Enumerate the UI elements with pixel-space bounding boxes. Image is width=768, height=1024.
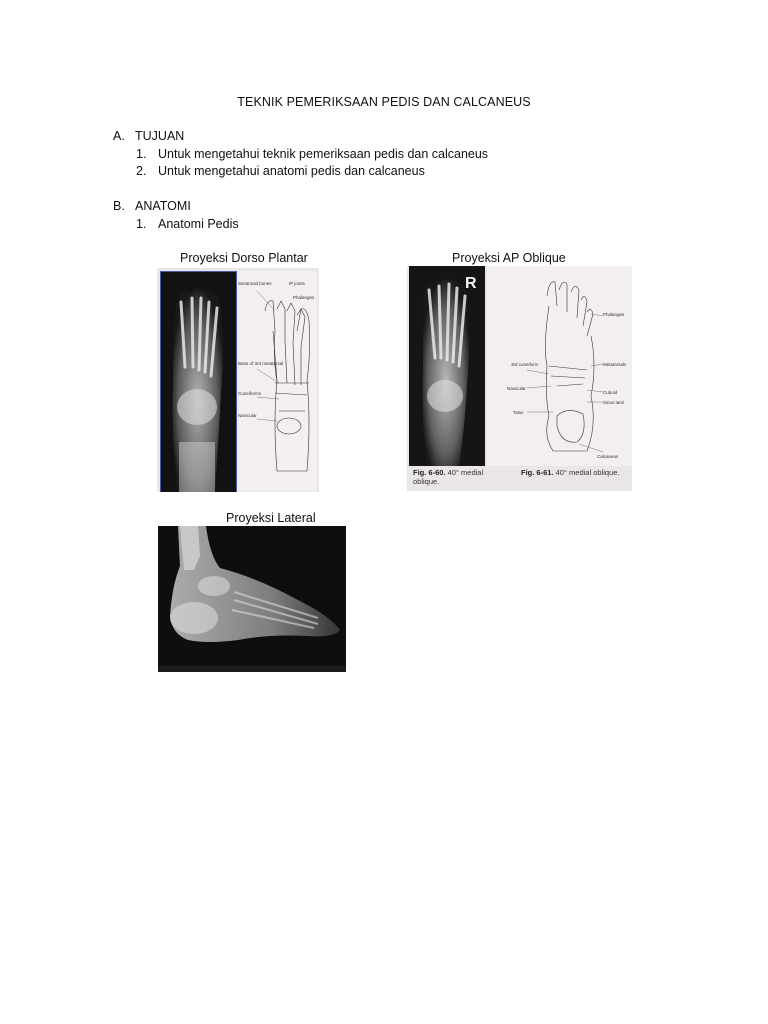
anatomy-diagram-dorso-plantar <box>237 271 317 491</box>
figure-caption-6-61 <box>521 468 631 477</box>
label-phalanges: Phalanges <box>293 295 315 300</box>
marker-r: R <box>465 275 477 292</box>
foot-xray-oblique-graphic <box>409 266 485 466</box>
list-item <box>136 147 536 163</box>
figure-lateral <box>158 526 346 672</box>
foot-line-drawing-dp <box>237 271 317 491</box>
xray-image-dorso-plantar <box>160 271 237 492</box>
label-phalanges: Phalanges <box>603 312 625 317</box>
label-talus: Talus <box>513 410 524 415</box>
list-item <box>136 217 536 233</box>
label-3rd-cuneiform: 3rd cuneiform <box>511 362 539 367</box>
fig-description: 40° medial oblique. <box>555 468 620 477</box>
label-metatarsals: Metatarsals <box>603 362 627 367</box>
section-title: ANATOMI <box>135 199 191 213</box>
label-navicular: Navicular <box>507 386 526 391</box>
page-title: TEKNIK PEMERIKSAAN PEDIS DAN CALCANEUS <box>237 95 531 109</box>
list-number: 1. <box>136 147 147 161</box>
foot-xray-dp-graphic <box>161 272 236 492</box>
anatomy-diagram-ap-oblique <box>487 266 632 466</box>
list-item <box>136 164 536 180</box>
label-sesamoid: Sesamoid bones <box>238 281 272 286</box>
figure-caption-6-60 <box>413 468 493 486</box>
label-base-3rd-metatarsal: Base of 3rd metatarsal <box>238 361 284 366</box>
xray-image-ap-oblique <box>409 266 485 466</box>
foot-xray-lateral-graphic <box>158 526 346 672</box>
section-title: TUJUAN <box>135 129 185 143</box>
section-b-heading <box>113 199 413 215</box>
label-calcaneus: Calcaneus <box>597 454 619 459</box>
fig-number: Fig. 6-61. <box>521 468 554 477</box>
fig-description: 40° medial oblique. <box>413 468 484 486</box>
list-number: 2. <box>136 164 147 178</box>
caption-lateral: Proyeksi Lateral <box>226 511 316 525</box>
label-cuboid: Cuboid <box>603 390 618 395</box>
figure-dorso-plantar <box>157 268 319 492</box>
caption-dorso-plantar: Proyeksi Dorso Plantar <box>180 251 308 265</box>
caption-ap-oblique: Proyeksi AP Oblique <box>452 251 566 265</box>
figure-ap-oblique <box>407 266 632 491</box>
list-text: Untuk mengetahui anatomi pedis dan calcaneus <box>158 164 425 178</box>
fig-number: Fig. 6-60. <box>413 468 446 477</box>
section-a-heading <box>113 129 413 145</box>
list-number: 1. <box>136 217 147 231</box>
foot-line-drawing-oblique <box>487 266 632 466</box>
section-letter: A. <box>113 129 125 143</box>
label-ip-joints: IP joints <box>289 281 305 286</box>
list-text: Untuk mengetahui teknik pemeriksaan pedis dan calcaneus <box>158 147 489 161</box>
label-sinus-tarsi: Sinus tarsi <box>603 400 625 405</box>
section-letter: B. <box>113 199 125 213</box>
label-navicular: Navicular <box>238 413 257 418</box>
list-text: Anatomi Pedis <box>158 217 239 231</box>
label-cuneiforms: Cuneiforms <box>238 391 262 396</box>
